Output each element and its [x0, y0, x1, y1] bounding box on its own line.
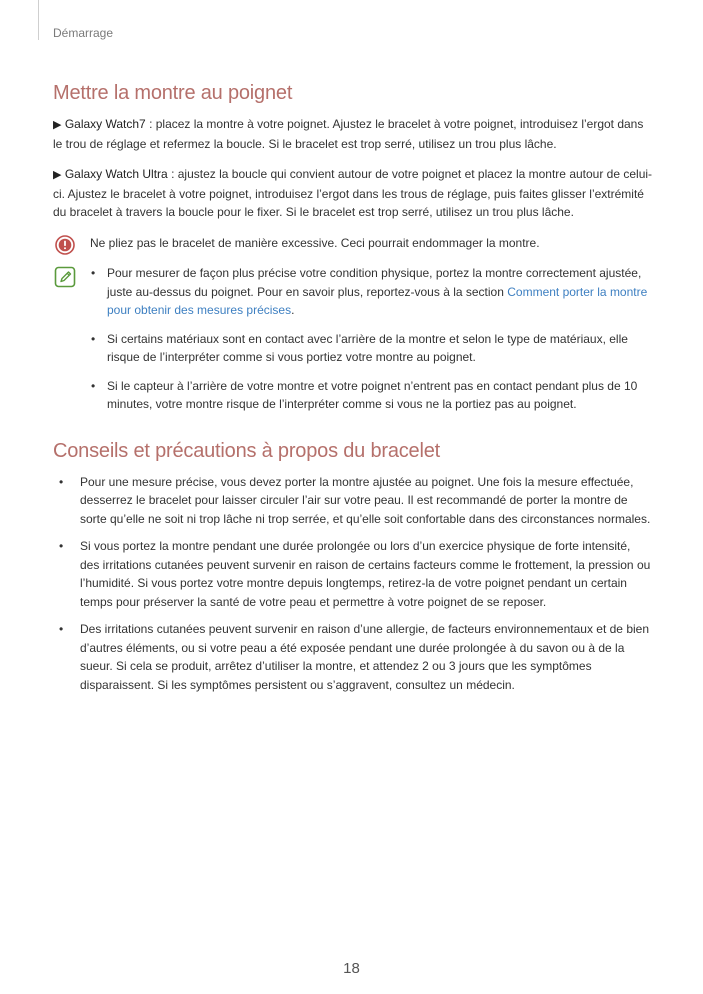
breadcrumb: Démarrage [53, 26, 114, 40]
paragraph-galaxy-watch7 [53, 115, 653, 153]
section-title-wear-watch: Mettre la montre au poignet [53, 82, 293, 104]
note-item [90, 330, 653, 367]
header-divider [38, 0, 39, 40]
section-link[interactable]: Comment porter la montre pour obtenir des mesures précises [107, 284, 648, 317]
note-item-end: . [291, 303, 295, 317]
model-name: Galaxy Watch Ultra [64, 167, 168, 181]
note-list [90, 264, 653, 414]
page-content [53, 82, 653, 703]
arrow-icon: ▶ [53, 169, 62, 181]
page-number: 18 [343, 960, 360, 977]
list-item: • Pour une mesure précise, vous devez porter la montre ajustée au poignet. Une fois la mesure effectuée, desserrez le bracelet pour laisser circuler l’air sur votre peau. Il est recommandé de porter la montre de sorte qu’elle ne soit ni trop lâche ni trop serrée, et qu’elle soit confortable dans des circonstances normales. [53, 473, 653, 529]
note-icon [54, 266, 76, 288]
note-item-text: Si le capteur à l’arrière de votre montre et votre poignet n’entrent pas en contact pendant plus de 10 minutes, votre montre risque de l’interpréter comme si vous ne la portiez pas au poignet. [107, 378, 638, 411]
caution-icon [54, 234, 76, 256]
section-title-band-tips: Conseils et précautions à propos du bracelet [53, 439, 440, 462]
paragraph-text: : placez la montre à votre poignet. Ajustez le bracelet à votre poignet, introduisez l’ergot dans le trou de réglage et refermez la boucle. Si le bracelet est trop serré, utilisez un trou plus lâche. [53, 117, 644, 151]
paragraph-text: : ajustez la boucle qui convient autour de votre poignet et placez la montre autour de celui-ci. Ajustez le bracelet à votre poignet, introduisez l’ergot dans les trous de réglage, puis faites glisser l’extrémité du bracelet à travers la boucle pour le fixer. Si le bracelet est trop serré, utilisez un trou plus lâche. [53, 167, 653, 219]
caution-notice [53, 234, 653, 253]
list-item: • Des irritations cutanées peuvent survenir en raison d’une allergie, de facteurs environnementaux et de bien d’autres éléments, ou si votre peau a été exposée pendant une durée prolongée à du savon ou à de la sueur. Si cela se produit, arrêtez d’utiliser la montre, et attendez 2 ou 3 jours que les symptômes disparaissent. Si les symptômes persistent ou s’aggravent, consultez un médecin. [53, 620, 653, 694]
list-item: • Si vous portez la montre pendant une durée prolongée ou lors d’un exercice physique de forte intensité, des irritations cutanées peuvent survenir en raison de certains facteurs comme le frottement, la pression ou l’humidité. Si vous portez votre montre depuis longtemps, retirez-la de votre poignet pendant un certain temps pour préserver la santé de votre peau et permettre à votre poignet de se reposer. [53, 537, 653, 611]
model-name: Galaxy Watch7 [64, 117, 146, 131]
tips-list [53, 473, 653, 695]
arrow-icon: ▶ [53, 119, 62, 131]
note-item-text: Si certains matériaux sont en contact avec l’arrière de la montre et selon le type de matériaux, elle risque de l’interpréter comme si vous portiez votre montre au poignet. [107, 331, 628, 364]
note-item-text: Pour mesurer de façon plus précise votre condition physique, portez la montre correctement ajustée, juste au-dessus du poignet. Pour en savoir plus, reportez-vous à la section [107, 266, 642, 299]
paragraph-galaxy-watch-ultra [53, 165, 653, 222]
caution-text: Ne pliez pas le bracelet de manière excessive. Ceci pourrait endommager la montre. [90, 235, 540, 250]
note-box [53, 264, 653, 414]
note-item [90, 264, 653, 320]
note-item [90, 377, 653, 414]
